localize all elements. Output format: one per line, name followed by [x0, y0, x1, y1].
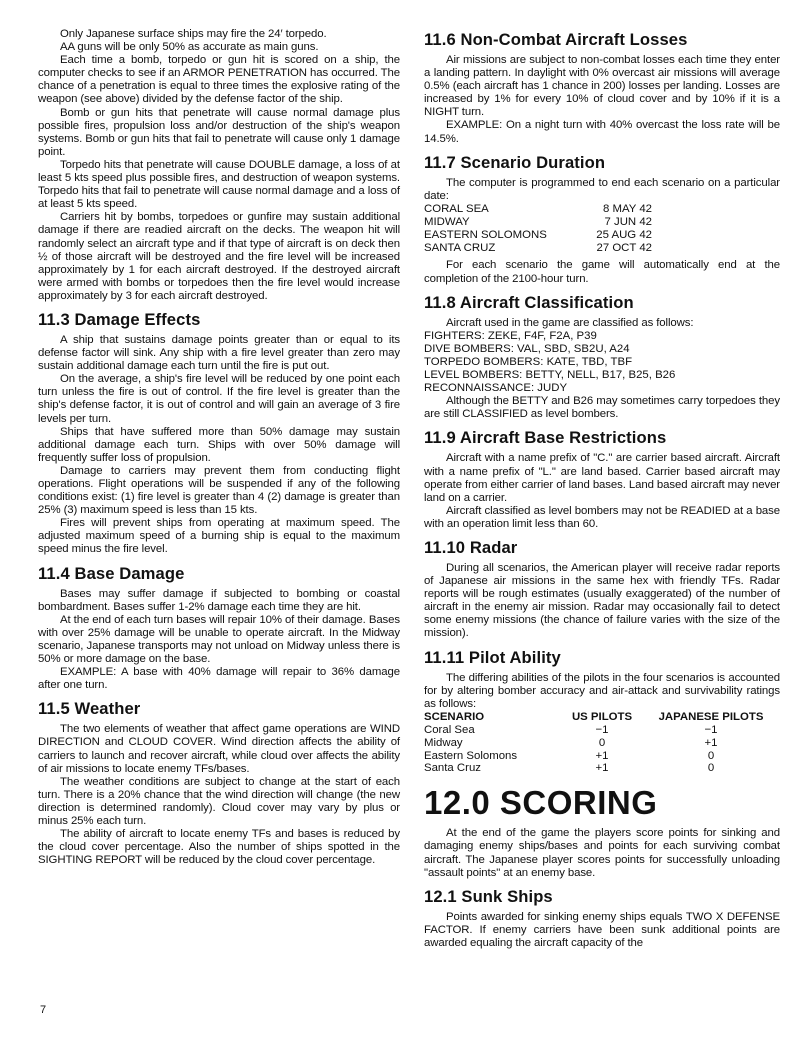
- table-cell: 0: [707, 762, 715, 775]
- paragraph: Carriers hit by bombs, torpedoes or gunfire may sustain additional damage if there are readied aircraft on the decks. The weapon hit will randomly select an aircraft type and if that type of aircraft is on deck then ½ of those aircraft will be destroyed and the fire level will be increased approximately by 1 for each aircraft destroyed. If the destroyed aircraft were armed with bombs or torpedoes then the fire level would increase approximately by 3 for each aircraft destroyed.: [38, 211, 400, 302]
- scenario-name: MIDWAY: [424, 215, 470, 228]
- list-item: RECONNAISSANCE: JUDY: [424, 382, 568, 395]
- list-item: FIGHTERS: ZEKE, F4F, F2A, P39: [424, 329, 597, 342]
- table-cell: −1: [595, 723, 609, 736]
- pilot-ability-table: [424, 711, 780, 776]
- right-column: [424, 30, 780, 950]
- paragraph: At the end of the game the players score points for sinking and damaging enemy ships/bases and points for each surviving combat aircraft. The Japanese player scores points for successfully unloading "assault points" at an enemy base.: [424, 827, 780, 879]
- table-cell: Coral Sea: [424, 723, 475, 736]
- section-heading: 11.4 Base Damage: [38, 563, 185, 583]
- scenario-name: EASTERN SOLOMONS: [424, 228, 547, 241]
- table-cell: 0: [598, 736, 606, 749]
- list-item: LEVEL BOMBERS: BETTY, NELL, B17, B25, B26: [424, 369, 676, 382]
- column-header: US PILOTS: [571, 710, 633, 723]
- table-row: [424, 750, 780, 763]
- scenario-name: SANTA CRUZ: [424, 241, 496, 254]
- table-cell: 0: [707, 749, 715, 762]
- paragraph: Bomb or gun hits that penetrate will cause normal damage plus possible fires, propulsion loss and/or destruction of the ship's weapon systems. Bomb or gun hits that fail to penetrate will cause only 1 damage point.: [38, 106, 400, 158]
- paragraph: Fires will prevent ships from operating at maximum speed. The adjusted maximum speed of a burning ship is equal to the maximum speed minus the fire level.: [38, 517, 400, 556]
- table-row: [424, 762, 780, 775]
- paragraph: The computer is programmed to end each scenario on a particular date:: [424, 176, 780, 202]
- column-header: SCENARIO: [424, 710, 485, 723]
- paragraph: A ship that sustains damage points greater than or equal to its defense factor will sink. Any ship with a fire level greater than zero may sustain additional damage each turn until the fire is put out.: [38, 333, 400, 373]
- scenario-date: 27 OCT 42: [596, 241, 652, 254]
- paragraph: Damage to carriers may prevent them from conducting flight operations. Flight operations will be suspended if any of the following conditions exist: (1) fire level is greater than 4 (2) damage is greater than 25% (3) maximum speed is less than 15 kts.: [38, 464, 400, 517]
- table-row: [424, 203, 652, 216]
- paragraph: The two elements of weather that affect game operations are WIND DIRECTION and CLOUD COVER. Wind direction affects the ability of carriers to launch and recover aircraft, while cloud over affects the ability of air missions to locate enemy TFs/bases.: [38, 723, 400, 775]
- paragraph: For each scenario the game will automatically end at the completion of the 2100-hour turn.: [424, 259, 780, 285]
- table-cell: +1: [595, 762, 609, 775]
- table-cell: +1: [704, 736, 718, 749]
- paragraph: Air missions are subject to non-combat losses each time they enter a landing pattern. In daylight with 0% overcast air missions will average 0.5% (each aircraft has 1 chance in 200) losses per landing. Losses are increased by 1% for every 10% of cloud cover and by 10% if it is a NIGHT turn.: [424, 54, 780, 119]
- paragraph: Aircraft classified as level bombers may not be READIED at a base with an operation limit less than 60.: [424, 504, 780, 530]
- paragraph: Bases may suffer damage if subjected to bombing or coastal bombardment. Bases suffer 1-2% damage each time they are hit.: [38, 587, 400, 613]
- table-row: [424, 216, 652, 229]
- paragraph: During all scenarios, the American player will receive radar reports of Japanese air missions in the same hex with friendly TFs. Radar reports will be rough estimates (usually exaggerated) of the number of aircraft in the enemy air mission. Radar may occasionally fail to detect some enemy missions (the chance of failure varies with the size of the mission).: [424, 561, 780, 640]
- section-heading: 11.10 Radar: [424, 537, 518, 557]
- table-header-row: [424, 711, 780, 724]
- table-row: [424, 242, 652, 255]
- paragraph: Aircraft used in the game are classified as follows:: [446, 316, 694, 329]
- scenario-date: 8 MAY 42: [603, 202, 652, 215]
- section-heading: 12.1 Sunk Ships: [424, 886, 553, 906]
- paragraph: Each time a bomb, torpedo or gun hit is scored on a ship, the computer checks to see if an ARMOR PENETRATION has occurred. The chance of a penetration is equal to three times the explosive rating of the weapon (see above) divided by the defense factor of the ship.: [38, 54, 400, 106]
- paragraph: Only Japanese surface ships may fire the 24′ torpedo.: [60, 28, 327, 40]
- section-heading: 11.5 Weather: [38, 699, 141, 719]
- table-cell: Santa Cruz: [424, 762, 481, 775]
- paragraph: Points awarded for sinking enemy ships equals TWO X DEFENSE FACTOR. If enemy carriers have been sunk additional points are awarded equaling the aircraft capacity of the: [424, 910, 780, 949]
- scenario-date: 7 JUN 42: [604, 215, 652, 228]
- section-heading: 11.8 Aircraft Classification: [424, 292, 634, 312]
- chapter-heading: 12.0 SCORING: [424, 784, 658, 822]
- paragraph: Ships that have suffered more than 50% damage may sustain additional damage each turn. Ships with over 50% damage will frequently suffer loss of propulsion.: [38, 425, 400, 464]
- table-cell: +1: [595, 749, 609, 762]
- list-item: TORPEDO BOMBERS: KATE, TBD, TBF: [424, 355, 633, 368]
- paragraph: EXAMPLE: A base with 40% damage will repair to 36% damage after one turn.: [38, 666, 400, 692]
- section-heading: 11.6 Non-Combat Aircraft Losses: [424, 30, 688, 49]
- paragraph: The ability of aircraft to locate enemy TFs and bases is reduced by the cloud cover percentage. Also the number of ships spotted in the SIGHTING REPORT will be reduced by the cloud cover percentage.: [38, 828, 400, 867]
- left-column: [38, 28, 400, 867]
- paragraph: On the average, a ship's fire level will be reduced by one point each turn unless the fire is out of control. If the fire level is greater than the ship's defense factor, it is out of control and will gain an average of 3 fire levels per turn.: [38, 373, 400, 425]
- paragraph: The weather conditions are subject to change at the start of each turn. There is a 20% chance that the wind direction will change (the new direction is determined randomly). Cloud cover may vary by plus or minus 25% each turn.: [38, 775, 400, 827]
- paragraph: EXAMPLE: On a night turn with 40% overcast the loss rate will be 14.5%.: [424, 119, 780, 145]
- paragraph: The differing abilities of the pilots in the four scenarios is accounted for by altering bomber accuracy and air-attack and survivability ratings as follows:: [424, 671, 780, 710]
- paragraph: Torpedo hits that penetrate will cause DOUBLE damage, a loss of at least 5 kts speed plus possible fires, and destruction of weapon systems. Torpedo hits that fail to penetrate will cause normal damage and a loss of at least 5 kts speed.: [38, 158, 400, 211]
- table-row: [424, 229, 652, 242]
- scenario-name: CORAL SEA: [424, 202, 489, 215]
- table-cell: Eastern Solomons: [424, 749, 518, 762]
- section-heading: 11.11 Pilot Ability: [424, 647, 561, 667]
- table-cell: Midway: [424, 736, 463, 749]
- scenario-date: 25 AUG 42: [596, 228, 652, 241]
- table-row: [424, 737, 780, 750]
- column-header: JAPANESE PILOTS: [658, 710, 764, 723]
- paragraph: At the end of each turn bases will repair 10% of their damage. Bases with over 25% damage will be unable to operate aircraft. In the Midway scenario, Japanese transports may not unload on Midway unless there is 50% or more damage on the base.: [38, 613, 400, 666]
- paragraph: Aircraft with a name prefix of "C." are carrier based aircraft. Aircraft with a name prefix of "L." are land based. Carrier based aircraft may operate from either carrier of land bases. Land based aircraft may never land on a carrier.: [424, 452, 780, 504]
- list-item: DIVE BOMBERS: VAL, SBD, SB2U, A24: [424, 342, 630, 355]
- page-number: 7: [40, 1004, 47, 1016]
- section-heading: 11.3 Damage Effects: [38, 309, 201, 329]
- paragraph: Although the BETTY and B26 may sometimes carry torpedoes they are still CLASSIFIED as level bombers.: [424, 395, 780, 421]
- section-heading: 11.9 Aircraft Base Restrictions: [424, 428, 667, 448]
- table-row: [424, 724, 780, 737]
- scenario-dates-table: [424, 203, 652, 255]
- section-heading: 11.7 Scenario Duration: [424, 152, 606, 172]
- paragraph: AA guns will be only 50% as accurate as main guns.: [60, 41, 319, 54]
- table-cell: −1: [704, 723, 718, 736]
